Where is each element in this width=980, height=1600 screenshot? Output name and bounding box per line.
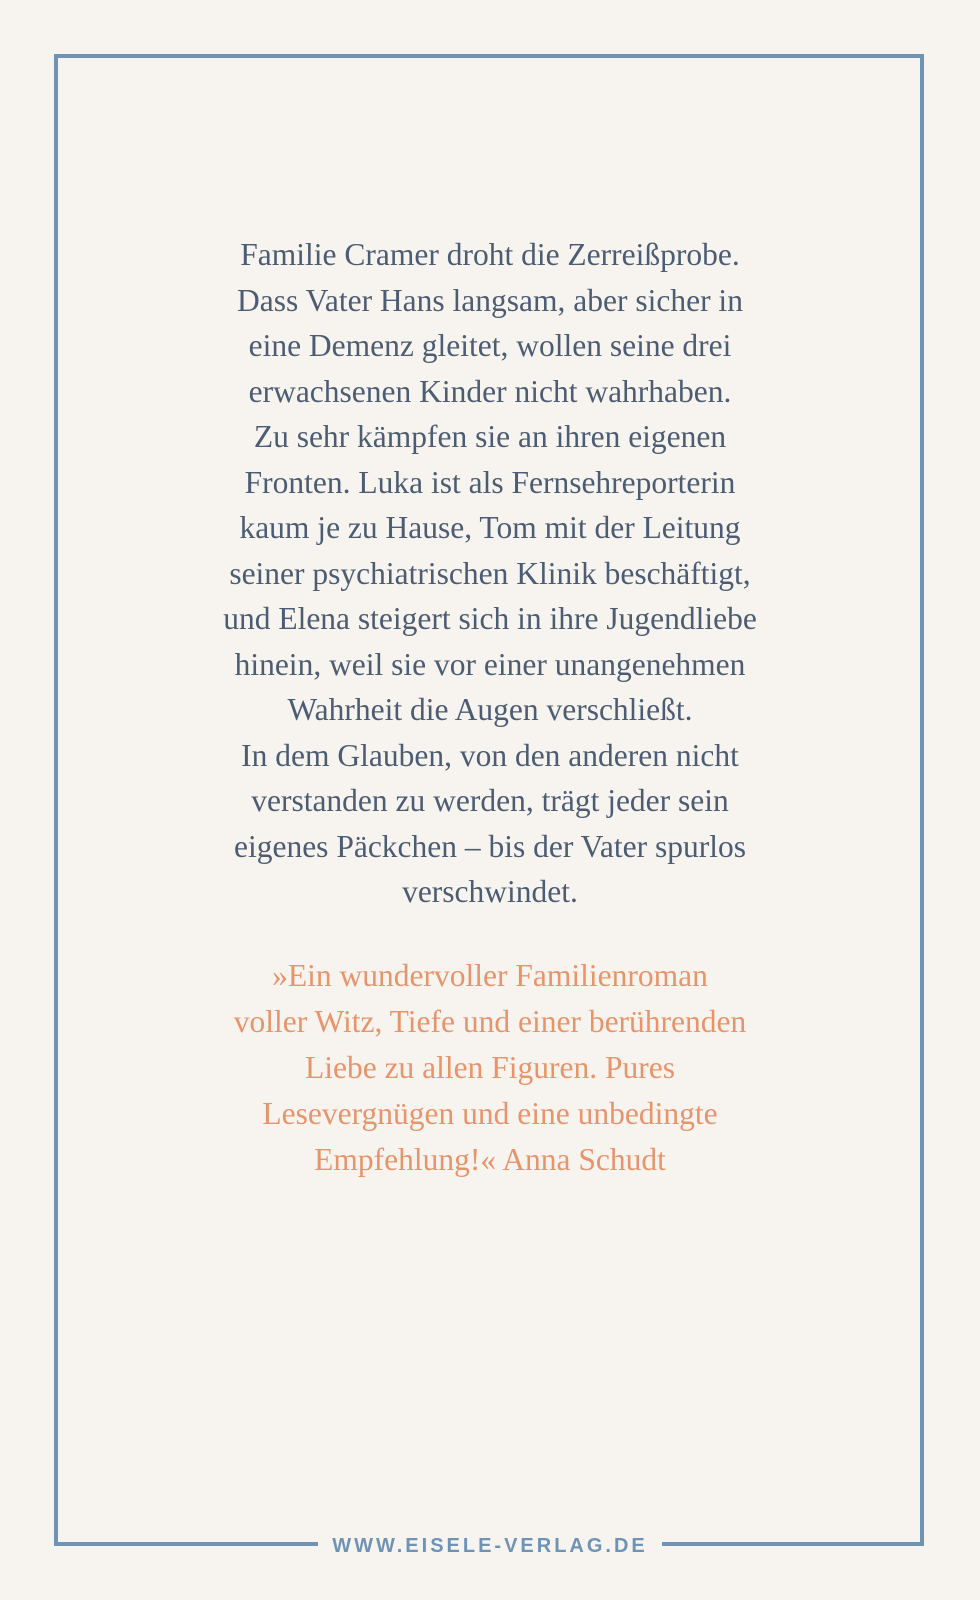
blurb-line: In dem Glauben, von den anderen nicht (241, 737, 739, 773)
blurb-line: eine Demenz gleitet, wollen seine drei (248, 328, 732, 363)
review-quote (110, 953, 870, 1183)
blurb-text (110, 232, 870, 915)
blurb-line: und Elena steigert sich in ihre Jugendliebe (223, 601, 757, 636)
quote-line: Lesevergnügen und eine unbedingte (262, 1096, 718, 1131)
blurb-line: verschwindet. (402, 874, 578, 909)
quote-line: Empfehlung!« Anna Schudt (314, 1142, 666, 1177)
blurb-line: Zu sehr kämpfen sie an ihren eigenen (253, 419, 727, 454)
blurb-line: Fronten. Luka ist als Fernsehreporterin (244, 464, 736, 500)
publisher-footer (0, 1530, 980, 1562)
blurb-line: verstanden zu werden, trägt jeder sein (251, 783, 729, 818)
quote-line: »Ein wundervoller Familienroman (272, 958, 708, 993)
blurb-line: seiner psychiatrischen Klinik beschäftigt, (229, 555, 751, 591)
quote-line: Liebe zu allen Figuren. Pures (304, 1050, 676, 1085)
blurb-line: Wahrheit die Augen verschließt. (287, 692, 693, 727)
quote-line: voller Witz, Tiefe und einer berührenden (233, 1004, 747, 1039)
blurb-line: hinein, weil sie vor einer unangenehmen (234, 646, 746, 682)
blurb-line: kaum je zu Hause, Tom mit der Leitung (239, 510, 741, 545)
publisher-url: WWW.EISELE-VERLAG.DE (318, 1530, 662, 1562)
blurb-line: Familie Cramer droht die Zerreißprobe. (240, 237, 740, 272)
blurb-line: eigenes Päckchen – bis der Vater spurlos (233, 828, 747, 864)
blurb-line: erwachsenen Kinder nicht wahrhaben. (248, 373, 732, 409)
blurb-line: Dass Vater Hans langsam, aber sicher in (237, 282, 743, 318)
